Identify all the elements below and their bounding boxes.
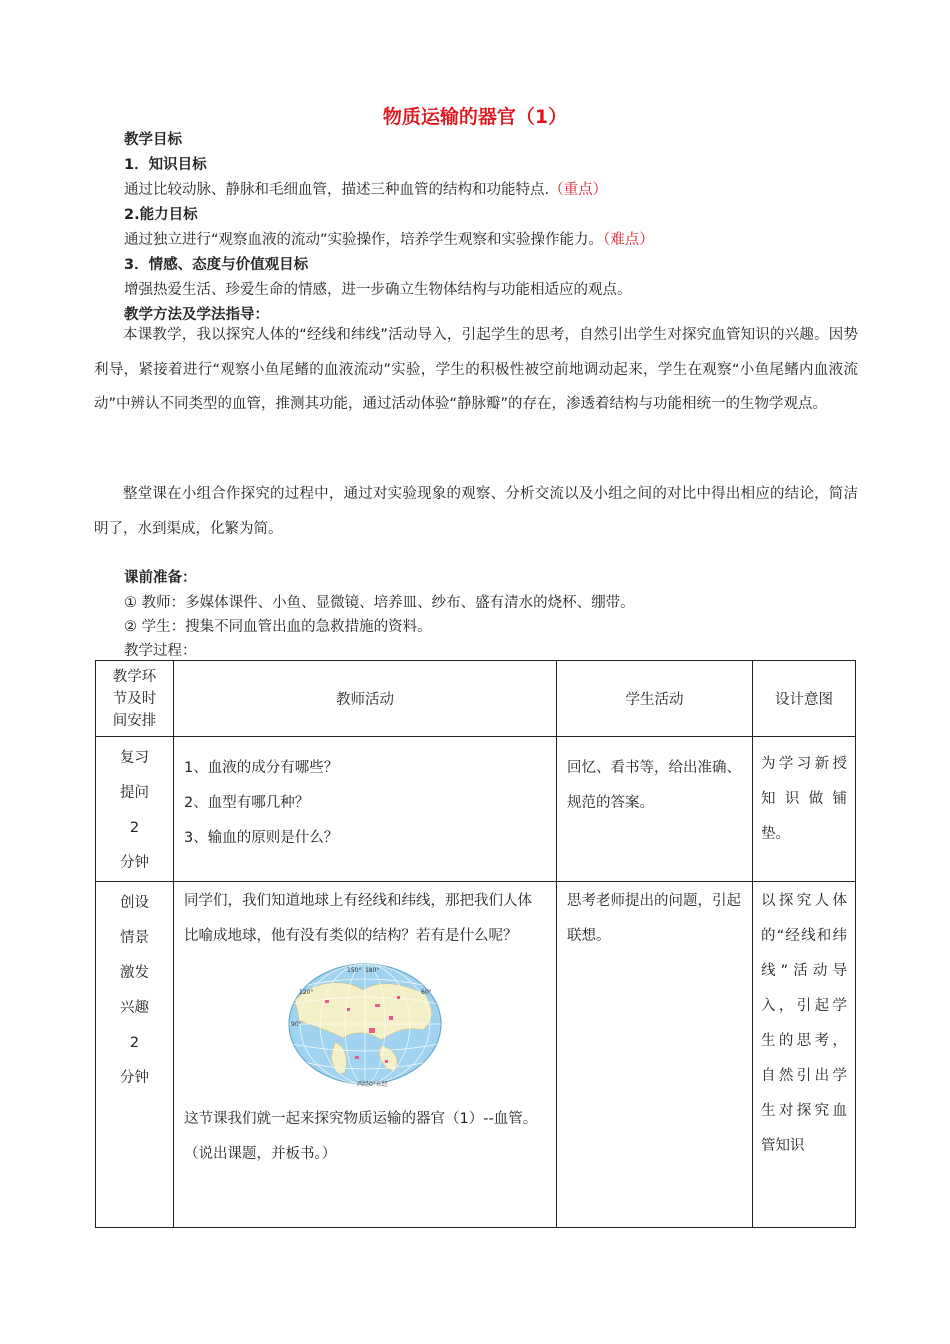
header-intent: 设计意图 (753, 661, 856, 737)
preparation-heading: 课前准备： (124, 570, 197, 586)
design-intent-cell: 以探究人体的“经线和纬线”活动导入，引起学生的思考，自然引出学生对探究血管知识 (753, 882, 856, 1228)
question-item: 1、血液的成分有哪些？ (184, 760, 339, 776)
header-stage: 教学环节及时间安排 (96, 661, 174, 737)
stage-line: 提问 (120, 785, 149, 801)
methods-paragraph-1: 本课教学，我以探究人体的“经线和纬线”活动导入，引起学生的思考，自然引出学生对探究血管知识的兴趣。因势利导，紧接着进行“观察小鱼尾鳍的血液流动”实验，学生的积极性被空前地调动起来，学生在观察“小鱼尾鳍内血液流动”中辨认不同类型的血管，推测其功能，通过活动体验“静脉瓣”的存在，渗透着结构与功能相统一的生物学观点。 (94, 327, 858, 412)
process-label: 教学过程： (124, 643, 197, 659)
header-student: 学生活动 (557, 661, 753, 737)
stage-line: 激发 (120, 965, 149, 981)
preparation-teacher: ① 教师：多媒体课件、小鱼、显微镜、培养皿、纱布、盛有清水的烧杯、绷带。 (124, 595, 635, 611)
stage-line: 2 (129, 1035, 140, 1051)
methods-heading: 教学方法及学法指导： (124, 307, 269, 323)
knowledge-objective (124, 178, 607, 199)
knowledge-heading: 1．知识目标 (124, 157, 207, 173)
preparation-student: ② 学生：搜集不同血管出血的急救措施的资料。 (124, 619, 432, 635)
stage-line: 复习 (120, 750, 149, 766)
stage-cell (96, 737, 174, 882)
svg-text:150°: 150° (347, 967, 362, 974)
page-title: 物质运输的器官（1） (382, 106, 568, 128)
ability-heading: 2.能力目标 (124, 207, 198, 223)
stage-cell (96, 882, 174, 1228)
student-activity-cell: 思考老师提出的问题，引起联想。 (557, 882, 753, 1228)
emotion-text: 增强热爱生活、珍爱生命的情感，进一步确立生物体结构与功能相适应的观点。 (124, 282, 632, 298)
emotion-heading: 3．情感、态度与价值观目标 (124, 257, 309, 273)
teacher-activity-cell (174, 737, 557, 882)
stage-line: 2 (129, 820, 140, 836)
knowledge-text: 通过比较动脉、静脉和毛细血管，描述三种血管的结构和功能特点. (124, 182, 550, 198)
ability-objective (124, 228, 654, 249)
methods-paragraph-2: 整堂课在小组合作探究的过程中，通过对实验现象的观察、分析交流以及小组之间的对比中得出相应的结论，简洁明了，水到渠成，化繁为简。 (94, 486, 858, 537)
svg-text:180°: 180° (365, 967, 380, 974)
design-intent-cell: 为学习新授知识做铺垫。 (753, 737, 856, 882)
header-teacher: 教师活动 (174, 661, 557, 737)
question-item: 3、输血的原则是什么？ (184, 830, 339, 846)
svg-text:120°: 120° (299, 989, 314, 996)
table-row (96, 737, 856, 882)
stage-line: 情景 (120, 930, 149, 946)
globe-icon (285, 960, 445, 1090)
table-row (96, 882, 856, 1228)
student-activity-cell: 回忆、看书等，给出准确、规范的答案。 (557, 737, 753, 882)
question-item: 2、血型有哪几种？ (184, 795, 310, 811)
svg-text:西经0°东经: 西经0°东经 (357, 1081, 388, 1088)
svg-text:60°: 60° (421, 989, 432, 996)
stage-line: 分钟 (120, 855, 149, 871)
teacher-activity-cell (174, 882, 557, 1228)
difficult-point-tag: （难点） (603, 232, 654, 248)
teaching-process-table (95, 660, 856, 1228)
stage-line: 分钟 (120, 1070, 149, 1086)
teacher-intro: 同学们，我们知道地球上有经线和纬线，那把我们人体比喻成地球，他有没有类似的结构？若有是什么呢？ (184, 893, 532, 944)
key-point-tag: （重点） (549, 182, 608, 198)
stage-line: 创设 (120, 895, 149, 911)
table-header-row (96, 661, 856, 737)
ability-text: 通过独立进行“观察血液的流动”实验操作，培养学生观察和实验操作能力。 (124, 232, 604, 248)
svg-text:90°: 90° (291, 1021, 302, 1028)
teacher-outro: 这节课我们就一起来探究物质运输的器官（1）--血管。（说出课题，并板书。） (184, 1111, 538, 1162)
globe-figure (184, 960, 546, 1094)
objectives-heading: 教学目标 (124, 132, 182, 148)
stage-line: 兴趣 (120, 1000, 149, 1016)
